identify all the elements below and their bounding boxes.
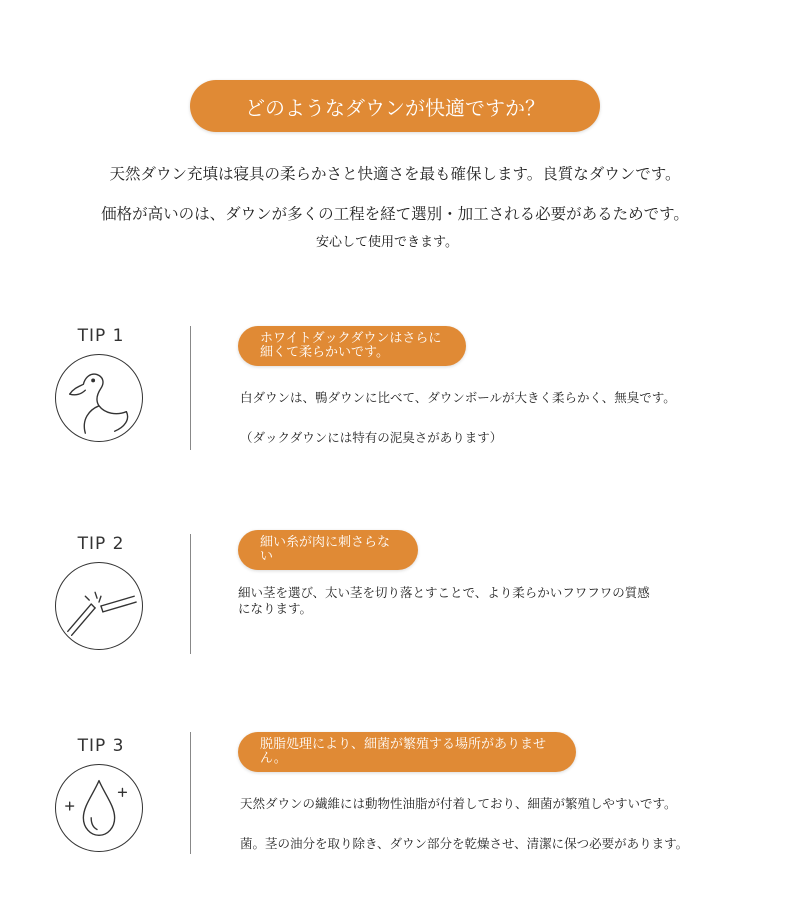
page-title-text: どのようなダウンが快適ですか？ (245, 95, 545, 120)
tip-3-divider (190, 732, 191, 854)
tip-3-text-2: 菌。茎の油分を取り除き、ダウン部分を乾燥させ、清潔に保つ必要があります。 (240, 836, 689, 851)
page-title (190, 80, 600, 132)
tip-2-heading (238, 530, 418, 570)
tip-3-label: TIP 3 (77, 736, 125, 756)
tip-2-label: TIP 2 (77, 534, 125, 554)
intro-line-2: 価格が高いのは、ダウンが多くの工程を経て選別・加工される必要があるためです。 (101, 205, 689, 223)
cut-stem-icon (55, 562, 143, 650)
tip-1-text-2: （ダックダウンには特有の泥臭さがあります） (240, 430, 503, 445)
tip-3-heading (238, 732, 576, 772)
intro-line-3: 安心して使用できます。 (316, 235, 458, 250)
tip-1-text-1: 白ダウンは、鴨ダウンに比べて、ダウンボールが大きく柔らかく、無臭です。 (240, 390, 676, 405)
tip-1-heading-text: ホワイトダックダウンはさらに細くて柔らかいです。 (260, 331, 442, 360)
intro-line-1: 天然ダウン充填は寝具の柔らかさと快適さを最も確保します。良質なダウンです。 (109, 165, 681, 183)
tip-3-heading-text: 脱脂処理により、細菌が繁殖する場所がありません。 (260, 737, 547, 766)
tip-2-heading-text: 細い糸が肉に刺さらない (260, 535, 391, 564)
oil-drop-icon (55, 764, 143, 852)
tip-3-text-1: 天然ダウンの繊維には動物性油脂が付着しており、細菌が繁殖しやすいです。 (240, 796, 677, 811)
tip-1-divider (190, 326, 191, 450)
duck-icon (55, 354, 143, 442)
tip-2-text-1: 細い茎を選び、太い茎を切り落とすことで、より柔らかいフワフワの質感になります。 (238, 585, 650, 616)
tip-2-divider (190, 534, 191, 654)
tip-1-heading (238, 326, 466, 366)
tip-1-label: TIP 1 (77, 326, 125, 346)
